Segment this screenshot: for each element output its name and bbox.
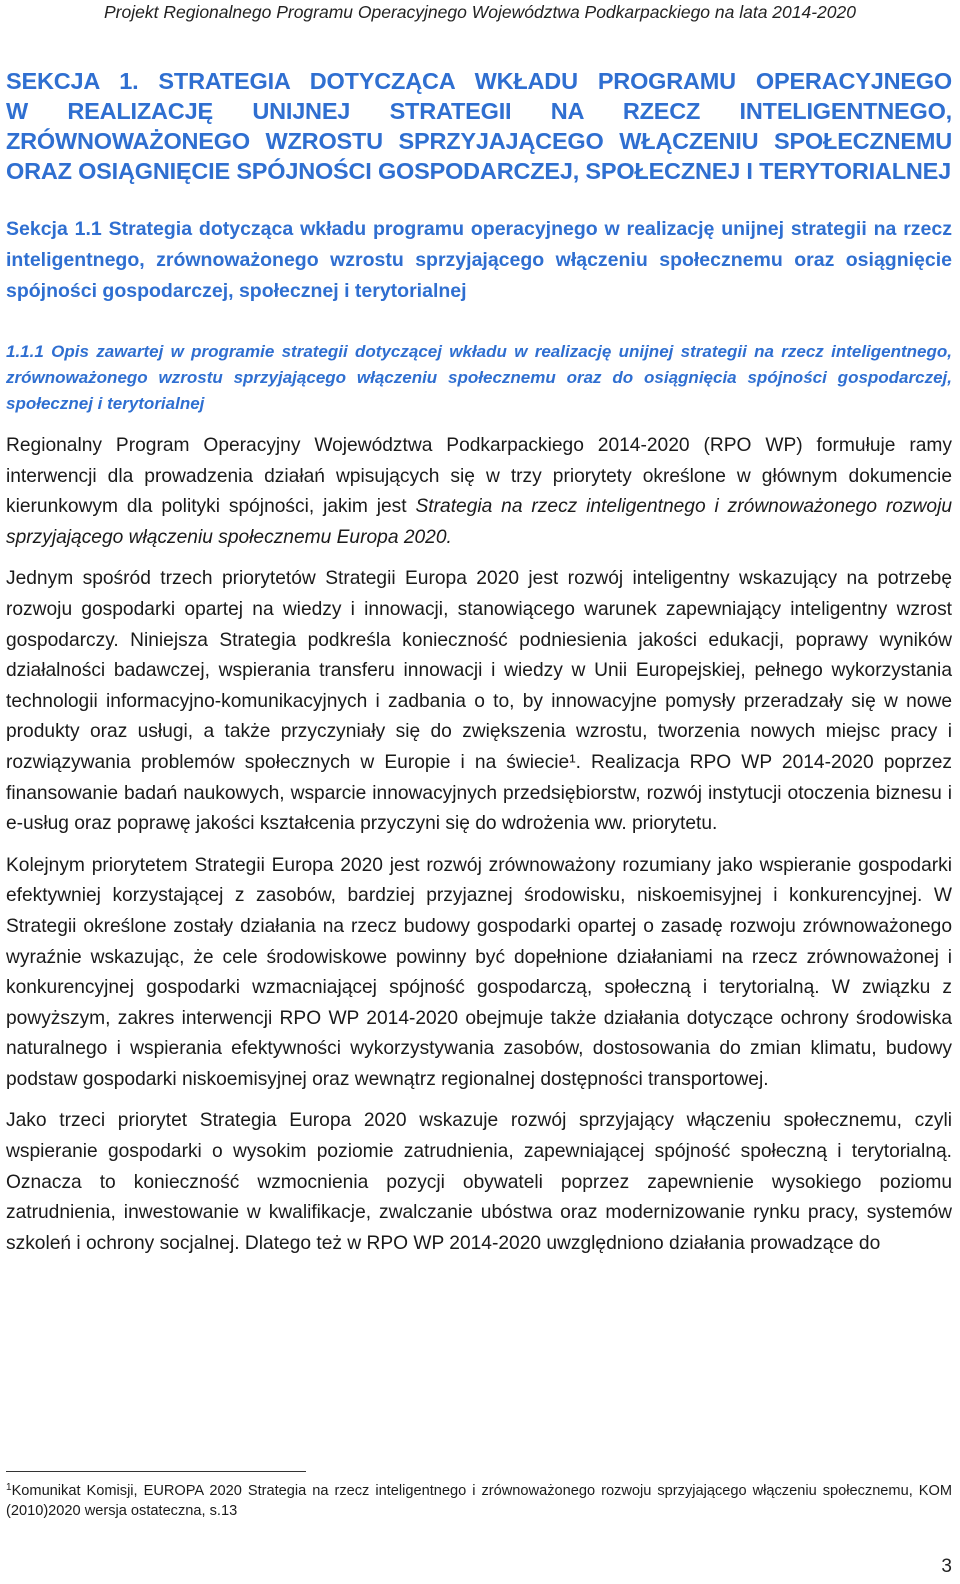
paragraph-1-text: Regionalny Program Operacyjny Województwa Podkarpackiego 2014-2020 (RPO WP) formułuje ramy interwencji dla prowadzenia działań wpisujących się w trzy priorytety określone w głównym dokumencie kierunkowym dla polityki spójności, jakim jest xyxy=(6,435,952,518)
body-text xyxy=(6,431,952,1270)
section-heading-line-4: ORAZ OSIĄGNIĘCIE SPÓJNOŚCI GOSPODARCZEJ, SPOŁECZNEJ I TERYTORIALNEJ xyxy=(6,158,952,184)
subsection-heading: Sekcja 1.1 Strategia dotycząca wkładu programu operacyjnego w realizację unijnej strategii na rzecz inteligentnego, zrównoważonego wzrostu sprzyjającego włączeniu społecznemu oraz osiągnięcie spójności gospodarczej, społecznej i terytorialnej xyxy=(6,218,952,302)
paragraph-2-tail: . Realizacja RPO WP 2014-2020 poprzez finansowanie badań naukowych, wsparcie innowacyjnych przedsiębiorstw, rozwój instytucji otoczenia biznesu i e-usług oraz poprawę jakości kształcenia przyczyni się do wdrożenia ww. priorytetu. xyxy=(6,751,952,835)
paragraph-3: Kolejnym priorytetem Strategii Europa 2020 jest rozwój zrównoważony rozumiany jako wspieranie gospodarki efektywniej korzystającej z zasobów, bardziej przyjaznej środowisku, niskoemisyjnej i konkurencyjnej. W Strategii określone zostały działania na rzecz budowy gospodarki opartej o zasadę rozwoju zrównoważonego wyraźnie wskazując, że cele środowiskowe powinny być dopełnione działaniami na rzecz zrównoważonej i konkurencyjnej gospodarki wzmacniającej spójność gospodarczą, społeczną i terytorialną. W związku z powyższym, zakres interwencji RPO WP 2014-2020 obejmuje także działania dotyczące ochrony środowiska naturalnego i wspierania efektywności wykorzystywania zasobów, dostosowania do zmian klimatu, budowy podstaw gospodarki niskoemisyjnej oraz wewnątrz regionalnej dostępności transportowej. xyxy=(6,854,952,1090)
paragraph-2 xyxy=(6,564,952,839)
footnote-text: Komunikat Komisji, EUROPA 2020 Strategia na rzecz inteligentnego i zrównoważonego rozwoju sprzyjającego włączeniu społecznemu, KOM (2010)2020 wersja ostateczna, s.13 xyxy=(6,1483,952,1519)
section-heading-line-2: W REALIZACJĘ UNIJNEJ STRATEGII NA RZECZ INTELIGENTNEGO, xyxy=(6,98,952,124)
running-header: Projekt Regionalnego Programu Operacyjnego Województwa Podkarpackiego na lata 2014-2020 xyxy=(104,2,856,22)
subsubsection-heading: 1.1.1 Opis zawartej w programie strategii dotyczącej wkładu w realizację unijnej strategii na rzecz inteligentnego, zrównoważonego wzrostu sprzyjającego włączeniu społecznemu oraz do osiągnięcia spójności gospodarczej, społecznej i terytorialnej xyxy=(6,342,952,413)
footnote-marker: 1 xyxy=(6,1482,12,1493)
footnote xyxy=(6,1478,952,1521)
paragraph-2-text: Jednym spośród trzech priorytetów Strategii Europa 2020 jest rozwój inteligentny wskazujący na potrzebę rozwoju gospodarki opartej na wiedzy i innowacji, stanowiącego warunek zapewniający inteligentny wzrost gospodarczy. Niniejsza Strategia podkreśla konieczność podniesienia jakości edukacji, poprawy wyników działalności badawczej, wspierania transferu innowacji i wiedzy w Unii Europejskiej, pełnego wykorzystania technologii informacyjno-komunikacyjnych i zadbania o to, by innowacyjne pomysły przeradzały się w nowe produkty oraz usługi, a także przyczyniały się do zwiększenia wzrostu, tworzenia nowych miejsc pracy i rozwiązywania problemów społecznych w Europie i na świecie xyxy=(6,568,952,773)
section-heading-line-1: SEKCJA 1. STRATEGIA DOTYCZĄCA WKŁADU PROGRAMU OPERACYJNEGO xyxy=(6,68,952,94)
section-heading-line-3: ZRÓWNOWAŻONEGO WZROSTU SPRZYJAJĄCEGO WŁĄCZENIU SPOŁECZNEMU xyxy=(6,128,952,154)
paragraph-4: Jako trzeci priorytet Strategia Europa 2020 wskazuje rozwój sprzyjający włączeniu społecznemu, czyli wspieranie gospodarki o wysokim poziomie zatrudnienia, zapewniającej spójność społeczną i terytorialną. Oznacza to konieczność wzmocnienia pozycji obywateli poprzez zapewnienie wysokiego poziomu zatrudnienia, inwestowanie w kwalifikacje, zwalczanie ubóstwa oraz modernizowanie rynku pracy, systemów szkoleń i ochrony socjalnej. Dlatego też w RPO WP 2014-2020 uwzględniono działania prowadzące do xyxy=(6,1110,952,1254)
footnote-reference[interactable]: ¹ xyxy=(569,751,576,773)
page-number: 3 xyxy=(941,1556,952,1577)
paragraph-1-italic-title: Strategia na rzecz inteligentnego i zrównoważonego rozwoju sprzyjającego włączeniu społecznemu Europa 2020. xyxy=(6,496,953,548)
footnote-divider xyxy=(6,1471,306,1472)
section-heading xyxy=(6,66,952,186)
paragraph-1 xyxy=(6,431,952,553)
